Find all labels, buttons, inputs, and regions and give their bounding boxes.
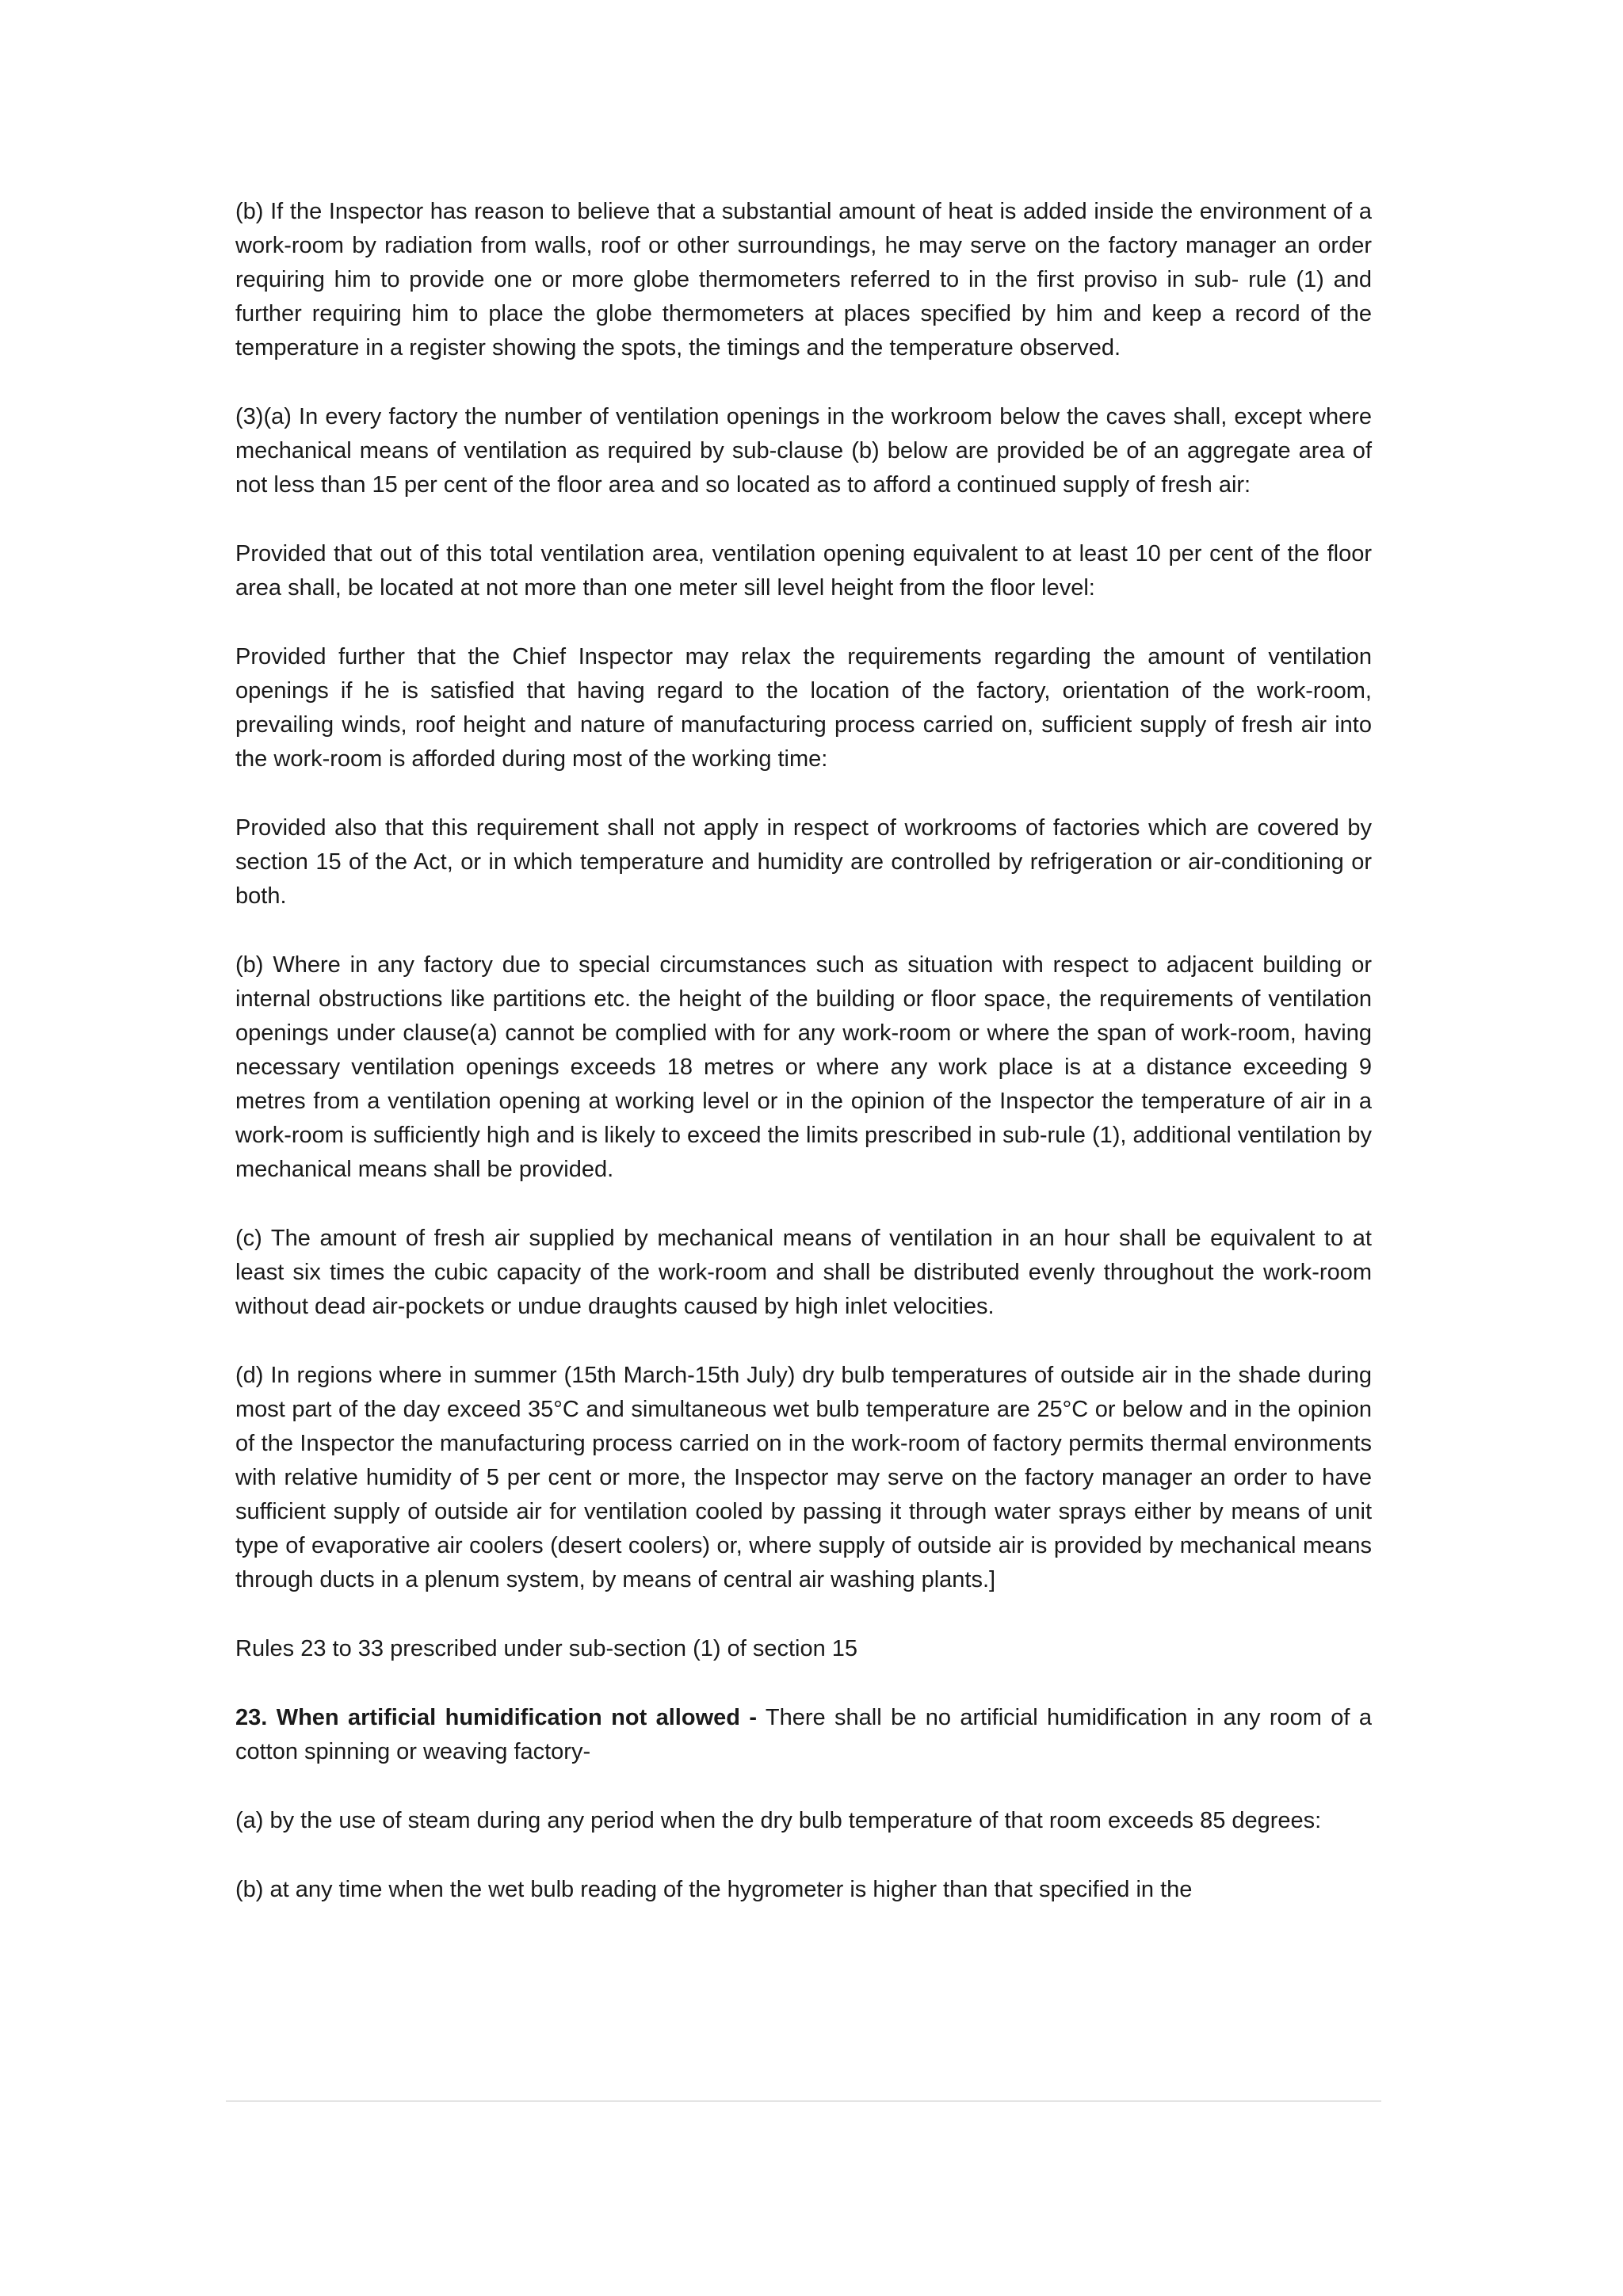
paragraph-c-fresh-air-amount: (c) The amount of fresh air supplied by mechanical means of ventilation in an hour shall be equivalent to at least six times the cubic capacity of the work-room and shall be distributed evenly throughout the work-room without dead air-pockets or undue draughts caused by high inlet velocities. xyxy=(235,1226,1372,1319)
paragraph-3a-ventilation-openings: (3)(a) In every factory the number of ventilation openings in the workroom below the caves shall, except where mechanical means of ventilation as required by sub-clause (b) below are provided be of an aggregate area of not less than 15 per cent of the floor area and so located as to afford a continued supply of fresh air: xyxy=(235,404,1372,498)
rule-23-body: There shall be no artificial humidification in any room of a cotton spinning or weaving factory- xyxy=(235,1705,1372,1764)
paragraph-proviso-sill-level: Provided that out of this total ventilation area, ventilation opening equivalent to at least 10 per cent of the floor area shall, be located at not more than one meter sill level height from the floor level: xyxy=(235,541,1372,601)
paragraph-proviso-chief-inspector: Provided further that the Chief Inspector may relax the requirements regarding the amount of ventilation openings if he is satisfied that having regard to the location of the factory, orientation of the work-room, prevailing winds, roof height and nature of manufacturing process carried on, sufficient supply of fresh air into the work-room is afforded during most of the working time: xyxy=(235,644,1372,772)
clause-b-wet-bulb: (b) at any time when the wet bulb reading of the hygrometer is higher than that specified in the xyxy=(235,1877,1193,1902)
paragraph-rule-23 xyxy=(235,1701,1372,1769)
paragraph-rules-23-33-heading: Rules 23 to 33 prescribed under sub-section (1) of section 15 xyxy=(235,1636,858,1661)
paragraph-inspector-globe-thermometers: (b) If the Inspector has reason to believe that a substantial amount of heat is added inside the environment of a work-room by radiation from walls, roof or other surroundings, he may serve on the factory manager an order requiring him to provide one or more globe thermometers referred to in the first proviso in sub- rule (1) and further requiring him to place the globe thermometers at places specified by him and keep a record of the temperature in a register showing the spots, the timings and the temperature observed. xyxy=(235,199,1372,360)
rule-23-heading: 23. When artificial humidification not allowed - xyxy=(235,1705,758,1730)
page-bottom-divider xyxy=(226,2100,1381,2102)
paragraph-b-mechanical-ventilation: (b) Where in any factory due to special circumstances such as situation with respect to adjacent building or internal obstructions like partitions etc. the height of the building or floor space, the requirements of ventilation openings under clause(a) cannot be complied with for any work-room or where the span of work-room, having necessary ventilation openings exceeds 18 metres or where any work place is at a distance exceeding 9 metres from a ventilation opening at working level or in the opinion of the Inspector the temperature of air in a work-room is sufficiently high and is likely to exceed the limits prescribed in sub-rule (1), additional ventilation by mechanical means shall be provided. xyxy=(235,952,1373,1182)
clause-a-steam: (a) by the use of steam during any period when the dry bulb temperature of that room exceeds 85 degrees: xyxy=(235,1808,1322,1833)
paragraph-d-evaporative-cooling: (d) In regions where in summer (15th March-15th July) dry bulb temperatures of outside air in the shade during most part of the day exceed 35°C and simultaneous wet bulb temperature are 25°C or below and in the opinion of the Inspector the manufacturing process carried on in the work-room of factory permits thermal environments with relative humidity of 5 per cent or more, the Inspector may serve on the factory manager an order to have sufficient supply of outside air for ventilation cooled by passing it through water sprays either by means of unit type of evaporative air coolers (desert coolers) or, where supply of outside air is provided by mechanical means through ducts in a plenum system, by means of central air washing plants.] xyxy=(235,1363,1372,1592)
document-body xyxy=(235,195,1372,1942)
paragraph-proviso-section-15: Provided also that this requirement shall not apply in respect of workrooms of factories which are covered by section 15 of the Act, or in which temperature and humidity are controlled by refrigeration or air-conditioning or both. xyxy=(235,815,1372,909)
